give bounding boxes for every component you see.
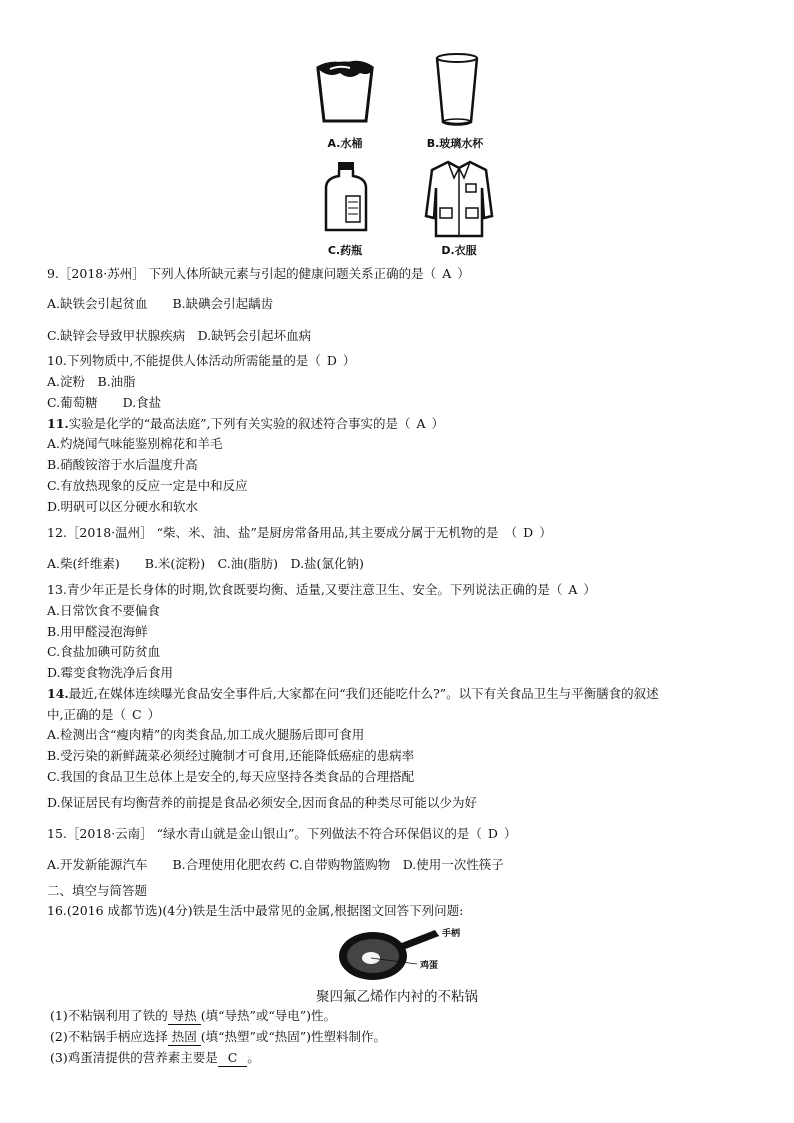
q11-option-c: C.有放热现象的反应一定是中和反应 — [47, 478, 248, 493]
q14-option-d: D.保证居民有均衡营养的前提是食品必须安全,因而食品的种类尽可能以少为好 — [47, 795, 478, 810]
q16-part-1: (1)不粘锅利用了铁的 导热 (填“导热”或“导电”)性。 — [50, 1008, 337, 1023]
q12-stem: 12.［2018·温州］ “柴、米、油、盐”是厨房常备用品,其主要成分属于无机物的是 （ D ） — [47, 525, 552, 540]
q16-blank-3: C — [218, 1050, 248, 1067]
q14-option-a: A.检测出含“瘦肉精”的肉类食品,加工成火腿肠后即可食用 — [47, 727, 365, 742]
clothes-figure — [424, 158, 494, 238]
figure-a-caption: A.水桶 — [327, 137, 363, 150]
q16-blank-2: 热固 — [168, 1029, 201, 1046]
q13-option-a: A.日常饮食不要偏食 — [47, 603, 161, 618]
q11-option-a: A.灼烧闻气味能鉴别棉花和羊毛 — [47, 436, 223, 451]
pan-caption: 聚四氟乙烯作内衬的不粘锅 — [316, 989, 478, 1005]
q13-option-d: D.霉变食物洗净后食用 — [47, 665, 174, 680]
q16-part-3: (3)鸡蛋清提供的营养素主要是 C 。 — [50, 1050, 260, 1065]
q15-options: A.开发新能源汽车 B.合理使用化肥农药 C.自带购物篮购物 D.使用一次性筷子 — [47, 857, 504, 872]
q14-answer: C — [131, 707, 142, 722]
q16-part-2: (2)不粘锅手柄应选择 热固 (填“热塑”或“热固”)性塑料制作。 — [50, 1029, 387, 1044]
label-egg: 鸡蛋 — [420, 961, 439, 971]
q9-options-1: A.缺铁会引起贫血 B.缺碘会引起龋齿 — [47, 296, 274, 311]
q16-stem: 16.(2016 成都节选)(4分)铁是生活中最常见的金属,根据图文回答下列问题: — [47, 903, 464, 918]
q10-options-2: C.葡萄糖 D.食盐 — [47, 395, 162, 410]
bucket-figure — [310, 55, 380, 125]
q13-answer: A — [568, 582, 578, 597]
q10-options-1: A.淀粉 B.油脂 — [47, 374, 136, 389]
glass-figure — [432, 52, 482, 128]
q10-answer: D — [326, 353, 337, 368]
figure-d-caption: D.衣服 — [441, 244, 477, 257]
q11-stem: 11.实验是化学的“最高法庭”,下列有关实验的叙述符合事实的是（ A ） — [47, 416, 445, 431]
q13-option-c: C.食盐加碘可防贫血 — [47, 644, 161, 659]
q12-options: A.柴(纤维素) B.米(淀粉) C.油(脂肪) D.盐(氯化钠) — [47, 556, 364, 571]
q9-answer: A — [442, 266, 452, 281]
q14-option-b: B.受污染的新鲜蔬菜必须经过腌制才可食用,还能降低癌症的患病率 — [47, 748, 415, 763]
q14-option-c: C.我国的食品卫生总体上是安全的,每天应坚持各类食品的合理搭配 — [47, 769, 415, 784]
q15-answer: D — [487, 826, 498, 841]
figure-c-caption: C.药瓶 — [327, 244, 363, 257]
q11-answer: A — [416, 416, 426, 431]
q10-stem: 10.下列物质中,不能提供人体活动所需能量的是（ D ） — [47, 353, 356, 368]
q14-stem: 14.最近,在媒体连续曝光食品安全事件后,大家都在问“我们还能吃什么?”。以下有关食品卫生与平衡膳食的叙述 — [47, 686, 659, 701]
q14-stem-2: 中,正确的是（ C ） — [47, 707, 161, 722]
label-handle: 手柄 — [442, 929, 461, 939]
q9-options-2: C.缺锌会导致甲状腺疾病 D.缺钙会引起坏血病 — [47, 328, 312, 343]
figure-b-caption: B.玻璃水杯 — [426, 137, 484, 150]
q13-option-b: B.用甲醛浸泡海鲜 — [47, 624, 148, 639]
q13-stem: 13.青少年正是长身体的时期,饮食既要均衡、适量,又要注意卫生、安全。下列说法正确的是（ A ） — [47, 582, 596, 597]
section-heading: 二、填空与简答题 — [47, 883, 148, 898]
q15-stem: 15.［2018·云南］ “绿水青山就是金山银山”。下列做法不符合环保倡议的是（ D ） — [47, 826, 517, 841]
q11-option-d: D.明矾可以区分硬水和软水 — [47, 499, 199, 514]
q11-option-b: B.硝酸铵溶于水后温度升高 — [47, 457, 198, 472]
bottle-figure — [322, 160, 370, 234]
q12-answer: D — [523, 525, 534, 540]
q16-blank-1: 导热 — [168, 1008, 201, 1025]
q9-stem: 9.［2018·苏州］ 下列人体所缺元素与引起的健康问题关系正确的是（ A ） — [47, 266, 470, 281]
